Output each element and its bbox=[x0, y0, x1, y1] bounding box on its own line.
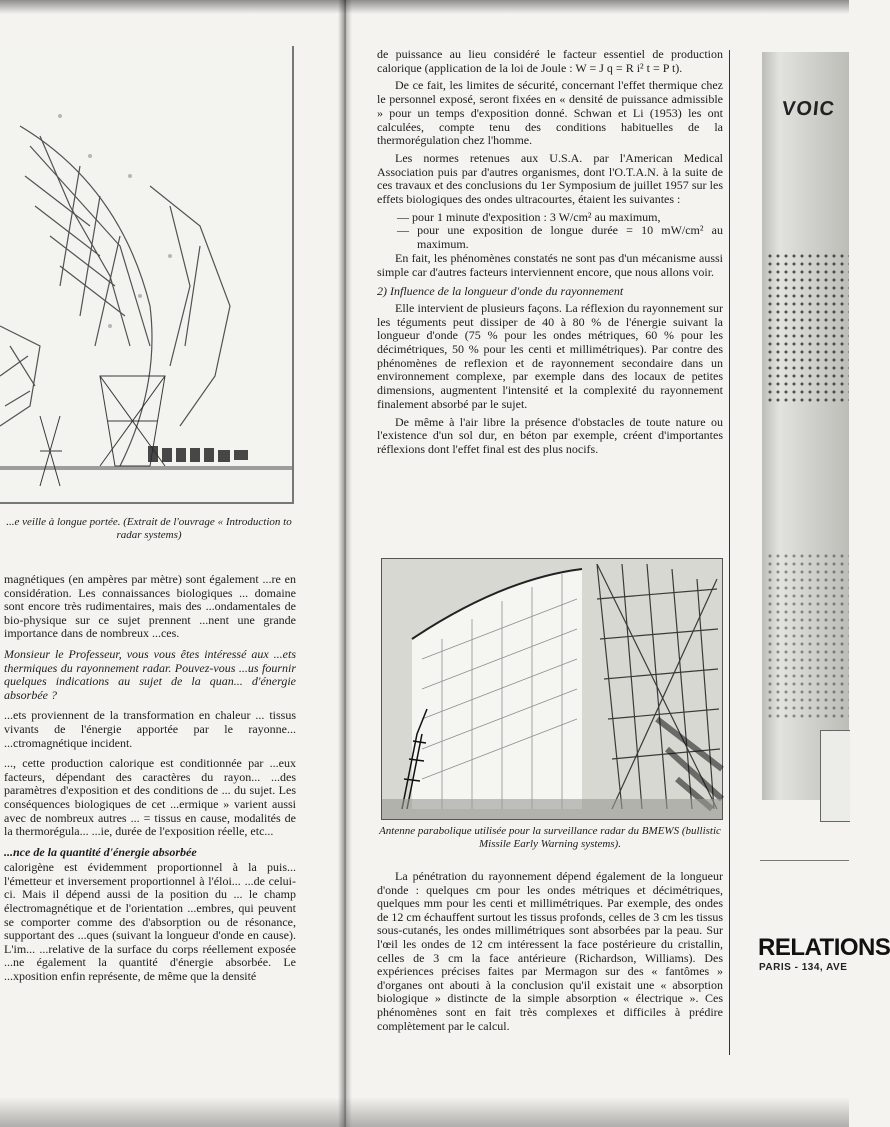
mid-paragraph-bottom: La pénétration du rayonnement dépend également de la longueur d'onde : quelques cm pour les ondes métriques et décimétriques, quelques mm pour les centi et millimétriques. Par exemple, des ondes de 12 cm échauffent surtout les tissus profonds, celles de 3 cm les tissus sous-cutanés, les ondes millimétriques sont absorbées par la peau. Sur l'œil les ondes de 12 cm intéressent la face postérieure du cristallin, celles de 3 cm la face antérieure (Richardson, Williams). Des expériences précises faites par Mermagon sur des « fantômes » d'organes ont abouti à la conclusion qu'il existait une « absorption biologique » distincte de la simple absorption « électrique ». Ces phénomènes sont en fait très complexes et difficiles à prédire complètement par le calcul. bbox=[377, 869, 723, 1033]
section-paragraph-2: De même à l'air libre la présence d'obstacles de toute nature ou l'existence d'un sol dur, en béton par exemple, créent d'importantes réflexions dont l'effet final est des plus nocifs. bbox=[377, 414, 723, 456]
norm-item-1: — pour 1 minute d'exposition : 3 W/cm² au maximum, bbox=[397, 209, 661, 224]
mid-paragraph-4: En fait, les phénomènes constatés ne sont pas d'un mécanisme aussi simple car d'autres facteurs interviennent encore, que nous allons voir. bbox=[377, 250, 723, 279]
radar-antenna-photo bbox=[0, 46, 294, 504]
left-paragraph-4: ..., cette production calorique est conditionnée par ...eux facteurs, dépendant des caractères du rayon... ...des paramètres d'exposition et des conditions de ... du sujet. Les conséquences biologiques de cet ...ermique » varient aussi avec de nombreux autres ... = tissus en cause, modalités de la thermorégula... ...ie, durée de l'exposition réelle, etc... bbox=[4, 756, 296, 839]
ad-address: PARIS - 134, AVE bbox=[759, 962, 848, 973]
left-paragraph-3: ...ets proviennent de la transformation en chaleur ... tissus vivants de l'énergie apportée par le rayonne... ...ctromagnétique incident. bbox=[4, 708, 296, 750]
left-page-text bbox=[4, 573, 296, 991]
left-paragraph-final: calorigène est évidemment proportionnel à la puis... l'émetteur et inversement proportionnel à l'éloi... ...de celui-ci. Mais il dépend aussi de la position du ... le champ électromagnétique et de l'orientation ...embres, qui peuvent se comporter comme des d'absorption ou de résonance, supportant des ...ques (suivant la longueur d'onde en cause). L'im... ...relative de la surface du corps réellement exposée ...ne également la quantité d'énergie absorbée. Le ...xposition enfin représente, de même que la densité bbox=[4, 860, 296, 984]
left-page bbox=[0, 40, 298, 1110]
left-subheading: ...nce de la quantité d'énergie absorbée bbox=[4, 844, 197, 859]
advertisement-image bbox=[762, 52, 849, 800]
middle-column-top bbox=[377, 48, 723, 461]
bmews-antenna-photo bbox=[381, 558, 723, 820]
mid-paragraph-2: De ce fait, les limites de sécurité, concernant l'effet thermique chez le personnel exposé, seront fixées en « densité de puissance admissible » pour un temps d'exposition donné. Schwan et Li (1953) les ont calculées, compte tenu des conditions habituelles de la thermorégulation chez l'homme. bbox=[377, 78, 723, 148]
ad-side-box bbox=[820, 730, 850, 822]
ad-brand-name: RELATIONS bbox=[758, 934, 890, 961]
mid-paragraph-1: de puissance au lieu considéré le facteur essentiel de production calorique (application de la loi de Joule : W = J q = R i² t = P t). bbox=[377, 47, 723, 75]
ad-dot-pattern-upper bbox=[766, 252, 849, 402]
mid-paragraph-3: Les normes retenues aux U.S.A. par l'American Medical Association puis par d'autres organismes, dont l'O.T.A.N. à la suite de ces travaux et des conclusions du 1er Symposium de juillet 1957 sur les effets biologiques des ondes ultracourtes, étaient les suivantes : bbox=[377, 150, 723, 207]
ad-word: VOIC bbox=[780, 98, 837, 120]
ad-dot-pattern-lower bbox=[766, 552, 849, 722]
radar-antenna-illustration bbox=[0, 46, 292, 502]
ad-divider bbox=[760, 860, 849, 861]
section-heading: 2) Influence de la longueur d'onde du rayonnement bbox=[377, 284, 624, 299]
scan-edge-bottom bbox=[0, 1097, 849, 1127]
column-rule bbox=[729, 50, 730, 1055]
bmews-antenna-illustration bbox=[382, 559, 722, 819]
bmews-figure-caption: Antenne parabolique utilisée pour la surveillance radar du BMEWS (bullistic Missile Early Warning systems). bbox=[379, 825, 721, 850]
section-paragraph-1: Elle intervient de plusieurs façons. La réflexion du rayonnement sur les téguments peut dissiper de 40 à 80 % de l'énergie suivant la longueur d'onde (75 % pour les ondes métriques, 60 % pour les décimétriques, 50 % pour les centi et millimétriques). Par contre des phénomènes de reflexion et de rayonnement secondaire dans un environnement complexe, par exemple dans des locaux de petites dimensions, augmentent l'intensité et la complexité du rayonnement finalement absorbé par le sujet. bbox=[377, 300, 723, 411]
middle-column-bottom bbox=[377, 870, 723, 1033]
left-paragraph-1: magnétiques (en ampères par mètre) sont également ...re en considération. Les connaissances biologiques ... domaine sont encore très rudimentaires, mais des ...ondamentales de bio-physique sur ce sujet prennent ...nent une grande importance dans de nombreux ...ces. bbox=[4, 572, 296, 641]
left-figure-caption: ...e veille à longue portée. (Extrait de l'ouvrage « Introduction to radar systems) bbox=[6, 516, 292, 541]
page-gutter bbox=[338, 0, 352, 1127]
scan-edge-top bbox=[0, 0, 849, 14]
norm-item-2: — pour une exposition de longue durée = 10 mW/cm² au maximum. bbox=[397, 223, 723, 252]
interview-question: Monsieur le Professeur, vous vous êtes intéressé aux ...ets thermiques du rayonnement radar. Pouvez-vous ...us fournir quelques indications au sujet de la quan... d'énergie absorbée ? bbox=[4, 646, 296, 702]
